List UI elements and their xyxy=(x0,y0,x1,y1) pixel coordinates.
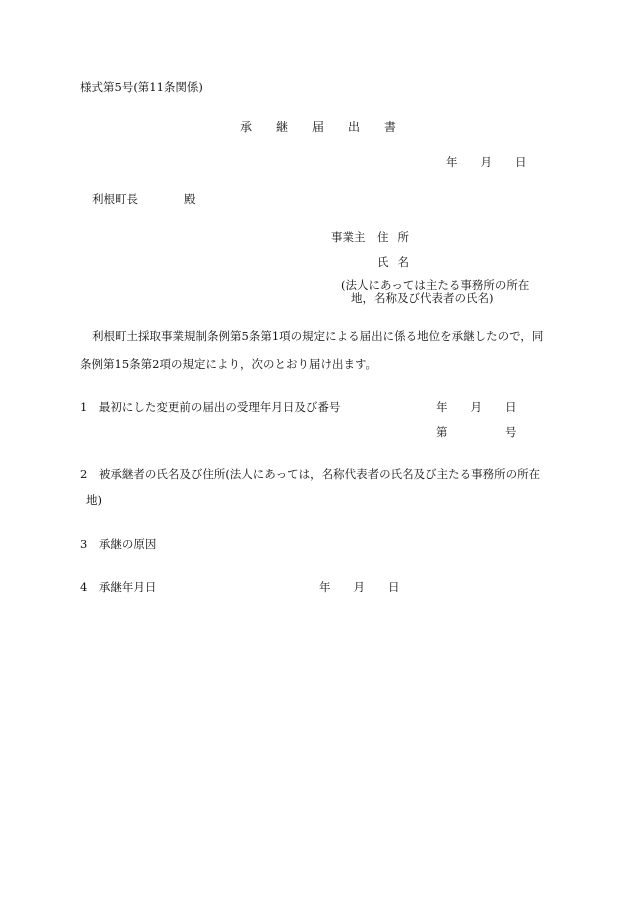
item-2-line-2: 地) xyxy=(86,493,102,507)
item-4-date: 年 月 日 xyxy=(319,580,400,594)
applicant-label: 事業主 xyxy=(331,230,366,244)
name-label: 氏名 xyxy=(377,255,418,269)
item-3: 3 承継の原因 xyxy=(80,537,157,551)
item-2-line-1: 2 被承継者の氏名及び住所(法人にあっては，名称代表者の氏名及び主たる事務所の所在 xyxy=(80,467,541,481)
address-label: 住所 xyxy=(377,230,418,244)
item-1-date: 年 月 日 xyxy=(436,400,517,414)
document-title: 承継届出書 xyxy=(240,120,421,134)
body-text-line-2: 条例第15条第2項の規定により，次のとおり届け出ます。 xyxy=(80,357,378,371)
form-number: 様式第5号(第11条関係) xyxy=(80,80,203,94)
date-header: 年 月 日 xyxy=(446,155,527,169)
addressee: 利根町長 殿 xyxy=(92,192,196,206)
item-1-number: 第 号 xyxy=(436,425,517,439)
item-4: 4 承継年月日 xyxy=(80,580,157,594)
body-text-line-1: 利根町土採取事業規制条例第5条第1項の規定による届出に係る地位を承継したので，同 xyxy=(92,329,544,343)
corporate-note-line-1: (法人にあっては主たる事務所の所在 xyxy=(341,278,530,292)
item-1: 1 最初にした変更前の届出の受理年月日及び番号 xyxy=(80,400,341,414)
corporate-note-line-2: 地，名称及び代表者の氏名) xyxy=(351,291,494,305)
